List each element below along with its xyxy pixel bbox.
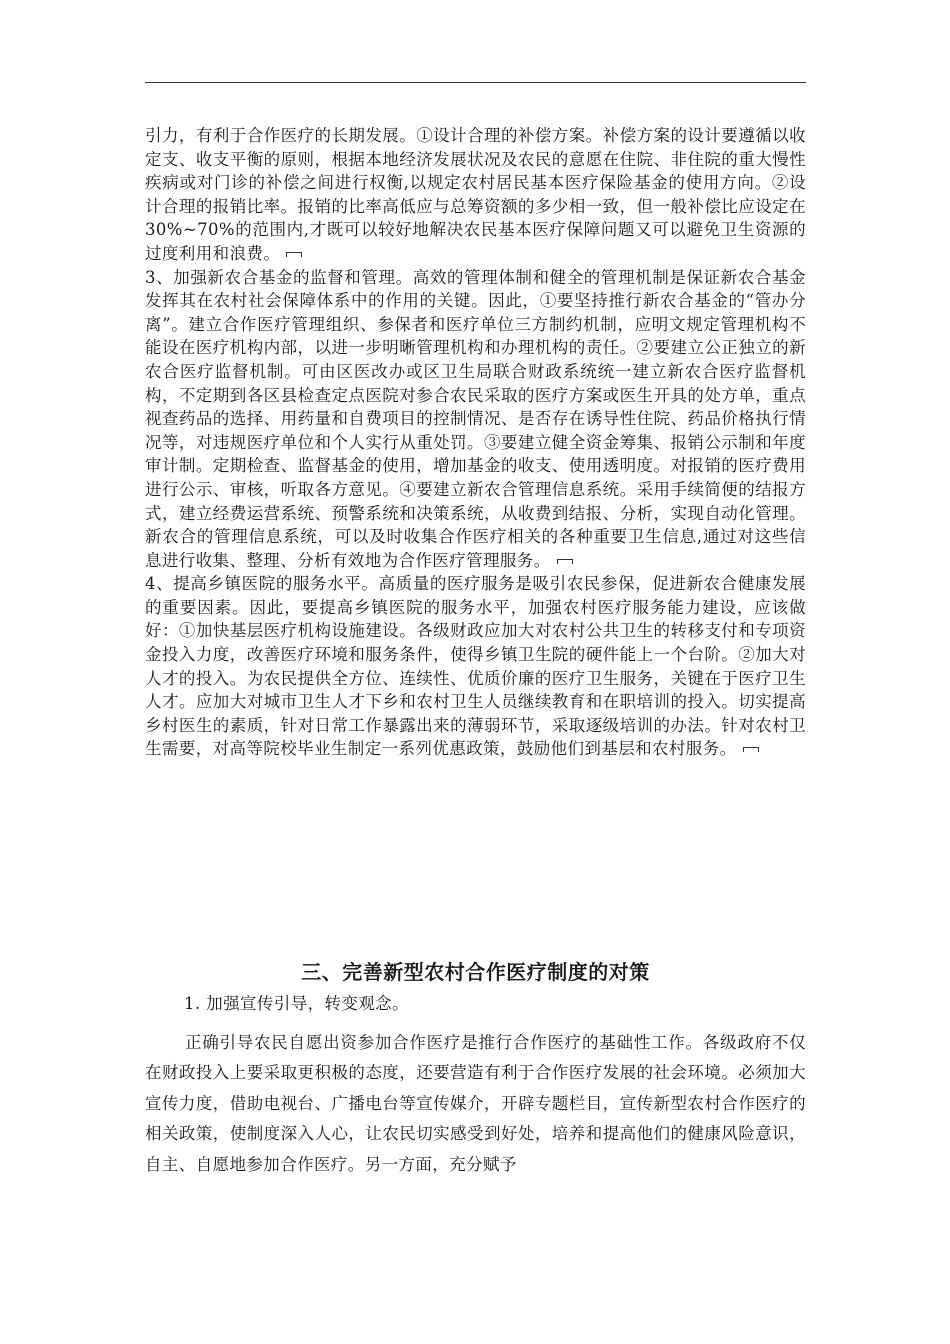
header-rule: [145, 82, 806, 83]
section-subheading: 1. 加强宣传引导，转变观念。: [184, 994, 409, 1013]
paragraph-fund-supervision-text: 3、加强新农合基金的监督和管理。高效的管理体制和健全的管理机制是保证新农合基金发挥其在农村社会保障体系中的作用的关键。因此，①要坚持推行新农合基金的“管办分离”。建立合作医疗管理组织、参保者和医疗单位三方制约机制，应明文规定管理机构不能设在医疗机构内部，以进一步明晰管理机构和办理机构的责任。②要建立公正独立的新农合医疗监督机制。可由区医改办或区卫生局联合财政系统统一建立新农合医疗监督机构，不定期到各区县检查定点医院对参合农民采取的医疗方案或医生开具的处方单，重点视查药品的选择、用药量和自费项目的控制情况、是否存在诱导性住院、药品价格执行情况等，对违规医疗单位和个人实行从重处罚。③要建立健全资金筹集、报销公示制和年度审计制。定期检查、监督基金的使用，增加基金的收支、使用透明度。对报销的医疗费用进行公示、审核，听取各方意见。④要建立新农合管理信息系统。采用手续简便的结报方式，建立经费运营系统、预警系统和决策系统，从收费到结报、分析，实现自动化管理。新农合的管理信息系统，可以及时收集合作医疗相关的各种重要卫生信息,通过对这些信息进行收集、整理、分析有效地为合作医疗管理服务。: [145, 267, 806, 570]
section-paragraph: 正确引导农民自愿出资参加合作医疗是推行合作医疗的基础性工作。各级政府不仅在财政投入上要采取更积极的态度，还要营造有利于合作医疗发展的社会环境。必须加大宣传力度，借助电视台、广播电台等宣传媒介，开辟专题栏目，宣传新型农村合作医疗的相关政策，使制度深入人心，让农民切实感受到好处，培养和提高他们的健康风险意识，自主、自愿地参加合作医疗。另一方面，充分赋予: [145, 1033, 806, 1174]
section-title: 三、完善新型农村合作医疗制度的对策: [301, 960, 650, 984]
paragraph-fund-supervision: [145, 266, 806, 573]
paragraph-mark-icon: [557, 559, 573, 564]
paragraph-hospital-service-text: 4、提高乡镇医院的服务水平。高质量的医疗服务是吸引农民参保，促进新农合健康发展的重要因素。因此，要提高乡镇医院的服务水平，加强农村医疗服务能力建设，应该做好：①加快基层医疗机构设施建设。各级财政应加大对农村公共卫生的转移支付和专项资金投入力度，改善医疗环境和服务条件，使得乡镇卫生院的硬件能上一个台阶。②加大对人才的投入。为农民提供全方位、连续性、优质价廉的医疗卫生服务，关键在于医疗卫生人才。应加大对城市卫生人才下乡和农村卫生人员继续教育和在职培训的投入。切实提高乡村医生的素质，针对日常工作暴露出来的薄弱环节，采取逐级培训的办法。针对农村卫生需要，对高等院校毕业生制定一系列优惠政策，鼓励他们到基层和农村服务。: [145, 574, 806, 759]
paragraph-hospital-service: [145, 572, 806, 761]
paragraph-mark-icon: [286, 252, 302, 257]
paragraph-compensation: [145, 124, 806, 266]
upper-text-block: [145, 124, 806, 761]
paragraph-compensation-text: 引力，有利于合作医疗的长期发展。①设计合理的补偿方案。补偿方案的设计要遵循以收定支、收支平衡的原则，根据本地经济发展状况及农民的意愿在住院、非住院的重大慢性疾病或对门诊的补偿之间进行权衡,以规定农村居民基本医疗保险基金的使用方向。②设计合理的报销比率。报销的比率高低应与总筹资额的多少相一致，但一般补偿比应设定在 30%~70%的范围内,才既可以较好地解决农民基本医疗保障问题又可以避免卫生资源的过度利用和浪费。: [145, 126, 806, 263]
paragraph-mark-icon: [743, 747, 759, 752]
